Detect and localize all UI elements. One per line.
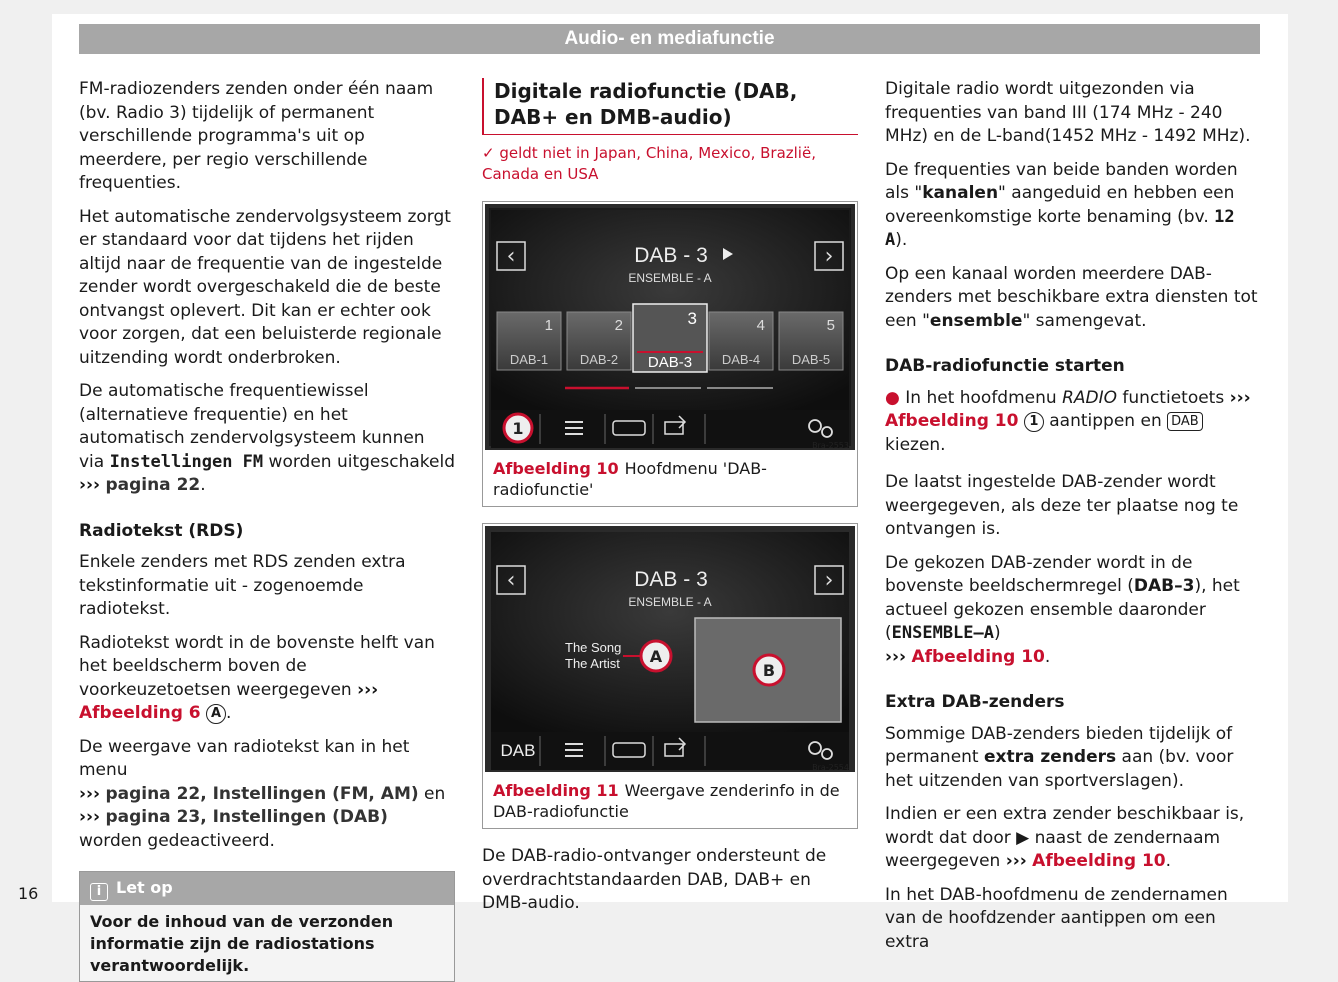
figure-10 [482, 201, 858, 507]
station-name: DAB - 3 [634, 244, 708, 267]
paragraph-standards: De DAB-radio-ontvanger ondersteunt de overdrachtstandaarden DAB, DAB+ en DMB-audio. [482, 846, 827, 913]
svg-text:4: 4 [756, 317, 765, 334]
section-header: Audio- en mediafunctie [79, 24, 1260, 54]
link-pagina-22[interactable]: pagina 22 [105, 475, 201, 495]
figure-11-screen [483, 524, 857, 774]
figure-code: Bra-2553 [812, 441, 849, 450]
figure-code: Bra-2554 [812, 763, 849, 772]
play-icon: ▶ [1016, 827, 1030, 848]
preset-2[interactable] [567, 312, 631, 370]
dab-button-symbol: DAB [1167, 412, 1203, 431]
heading-extra: Extra DAB-zenders [885, 692, 1065, 712]
svg-text:DAB-5: DAB-5 [791, 352, 831, 367]
section-title-dab: Digitale radiofunctie (DAB, DAB+ en DMB-audio) [482, 78, 858, 135]
paragraph-af-switch: De automatische frequentiewissel (alternatieve frequentie) en het automatisch zendervolgsysteem kunnen via Instellingen FM worden uitgeschakeld ››› pagina 22. [79, 381, 455, 495]
svg-text:3: 3 [687, 309, 697, 328]
info-icon: i [90, 883, 108, 901]
heading-start: DAB-radiofunctie starten [885, 356, 1125, 376]
figure-11-caption: Afbeelding 11 Weergave zenderinfo in de DAB-radiofunctie [493, 781, 840, 821]
preset-1[interactable] [497, 312, 561, 370]
svg-text:2: 2 [614, 317, 623, 334]
svg-text:B: B [762, 661, 776, 680]
paragraph-deactivate: De weergave van radiotekst kan in het menu ››› pagina 22, Instellingen (FM, AM) en ››› pagina 23, Instellingen (DAB) worden gedeactiveerd. [79, 736, 446, 851]
paragraph-last-station: De laatst ingestelde DAB-zender wordt weergegeven, als deze ter plaatse nog te ontvangen is. [885, 472, 1239, 539]
callout-1: 1 [1024, 412, 1044, 432]
song-title: The Song [565, 640, 622, 655]
paragraph-display: De gekozen DAB-zender wordt in de bovenste beeldschermregel (DAB–3), het actueel gekozen ensemble daaronder (ENSEMBLE–A) ››› Afbeelding 10. [885, 552, 1240, 667]
svg-text:‹: ‹ [506, 244, 516, 269]
paragraph-radiotext: Radiotekst wordt in de bovenste helft van het beeldscherm boven de voorkeuzetoetsen weergegeven ››› Afbeelding 6 A . [79, 632, 435, 723]
callout-a: A [206, 704, 226, 724]
paragraph-bands: Digitale radio wordt uitgezonden via frequenties van band III (174 MHz - 240 MHz) en de L-band(1452 MHz - 1492 MHz). [885, 79, 1251, 146]
note-header: i Let op [80, 872, 454, 905]
svg-text:‹: ‹ [506, 568, 516, 593]
dab-menu-button[interactable]: DAB [500, 741, 536, 760]
link-afbeelding-10[interactable]: Afbeelding 10 [885, 411, 1019, 431]
svg-text:DAB-1: DAB-1 [509, 352, 549, 367]
figure-10-caption: Afbeelding 10 Hoofdmenu 'DAB-radiofunctie' [493, 459, 767, 499]
paragraph-start-step: ● In het hoofdmenu RADIO functietoets ››› Afbeelding 10 1 aantippen en DAB kiezen. [885, 387, 1251, 455]
link-afbeelding-6[interactable]: Afbeelding 6 [79, 703, 201, 723]
ensemble-name: ENSEMBLE - A [628, 595, 712, 609]
paragraph-follow-system: Het automatische zendervolgsysteem zorgt er standaard voor dat tijdens het rijden altijd naar de frequentie van de ingestelde zender wordt overgeschakeld die de beste ontvangst oplevert. Dit kan er echter ook voor zorgen, dat een beluisterde regionale uitzending wordt onderbroken. [79, 206, 451, 368]
column-middle [482, 78, 858, 926]
note-body: Voor de inhoud van de verzonden informatie zijn de radiostations verantwoordelijk. [90, 912, 394, 975]
validity-note: ✓ geldt niet in Japan, China, Mexico, Brazlië, Canada en USA [482, 144, 816, 183]
preset-4[interactable] [709, 312, 773, 370]
settings-menu-label: Instellingen FM [109, 451, 264, 472]
paragraph-fm-names: FM-radiozenders zenden onder één naam (bv. Radio 3) tijdelijk of permanent verschillende programma's uit op meerdere, per regio verschillende frequenties. [79, 79, 434, 193]
paragraph-extra-indicator: Indien er een extra zender beschikbaar is, wordt dat door ▶ naast de zendernaam weergegeven ››› Afbeelding 10. [885, 804, 1245, 871]
heading-rds: Radiotekst (RDS) [79, 520, 244, 541]
song-artist: The Artist [565, 656, 620, 671]
preset-3-selected[interactable] [633, 304, 707, 372]
svg-text:DAB-2: DAB-2 [579, 352, 619, 367]
svg-text:DAB-3: DAB-3 [647, 354, 693, 371]
figure-10-screen [483, 202, 857, 452]
page-number: 16 [18, 884, 39, 903]
link-afbeelding-10[interactable]: Afbeelding 10 [911, 646, 1045, 667]
preset-5[interactable] [779, 312, 843, 370]
paragraph-channels: De frequenties van beide banden worden als "kanalen" aangeduid en hebben een overeenkomstige korte benaming (bv. 12 A). [885, 159, 1238, 250]
link-pagina-23-dab[interactable]: pagina 23, Instellingen (DAB) [105, 807, 388, 827]
figure-11 [482, 523, 858, 829]
note-box [79, 871, 455, 982]
svg-text:A: A [649, 647, 663, 666]
svg-text:5: 5 [826, 317, 835, 334]
svg-text:1: 1 [544, 317, 553, 334]
ensemble-name: ENSEMBLE - A [628, 271, 712, 285]
station-name: DAB - 3 [634, 568, 708, 591]
column-right [885, 78, 1261, 964]
paragraph-extra: Sommige DAB-zenders bieden tijdelijk of permanent extra zenders aan (bv. voor het uitzenden van sportverslagen). [885, 723, 1234, 791]
svg-text:›: › [824, 244, 834, 269]
svg-text:1: 1 [512, 419, 524, 438]
paragraph-main-menu: In het DAB-hoofdmenu de zendernamen van de hoofdzender aantippen om een extra [885, 884, 1228, 952]
link-pagina-22-fm-am[interactable]: pagina 22, Instellingen (FM, AM) [105, 783, 419, 804]
svg-text:›: › [824, 568, 834, 593]
paragraph-rds: Enkele zenders met RDS zenden extra tekstinformatie uit - zogenoemde radiotekst. [79, 552, 406, 619]
paragraph-ensemble: Op een kanaal worden meerdere DAB-zenders met beschikbare extra diensten tot een "ensemble" samengevat. [885, 263, 1258, 331]
column-left-content [79, 78, 455, 982]
link-afbeelding-10[interactable]: Afbeelding 10 [1032, 851, 1166, 871]
svg-text:DAB-4: DAB-4 [721, 352, 761, 367]
